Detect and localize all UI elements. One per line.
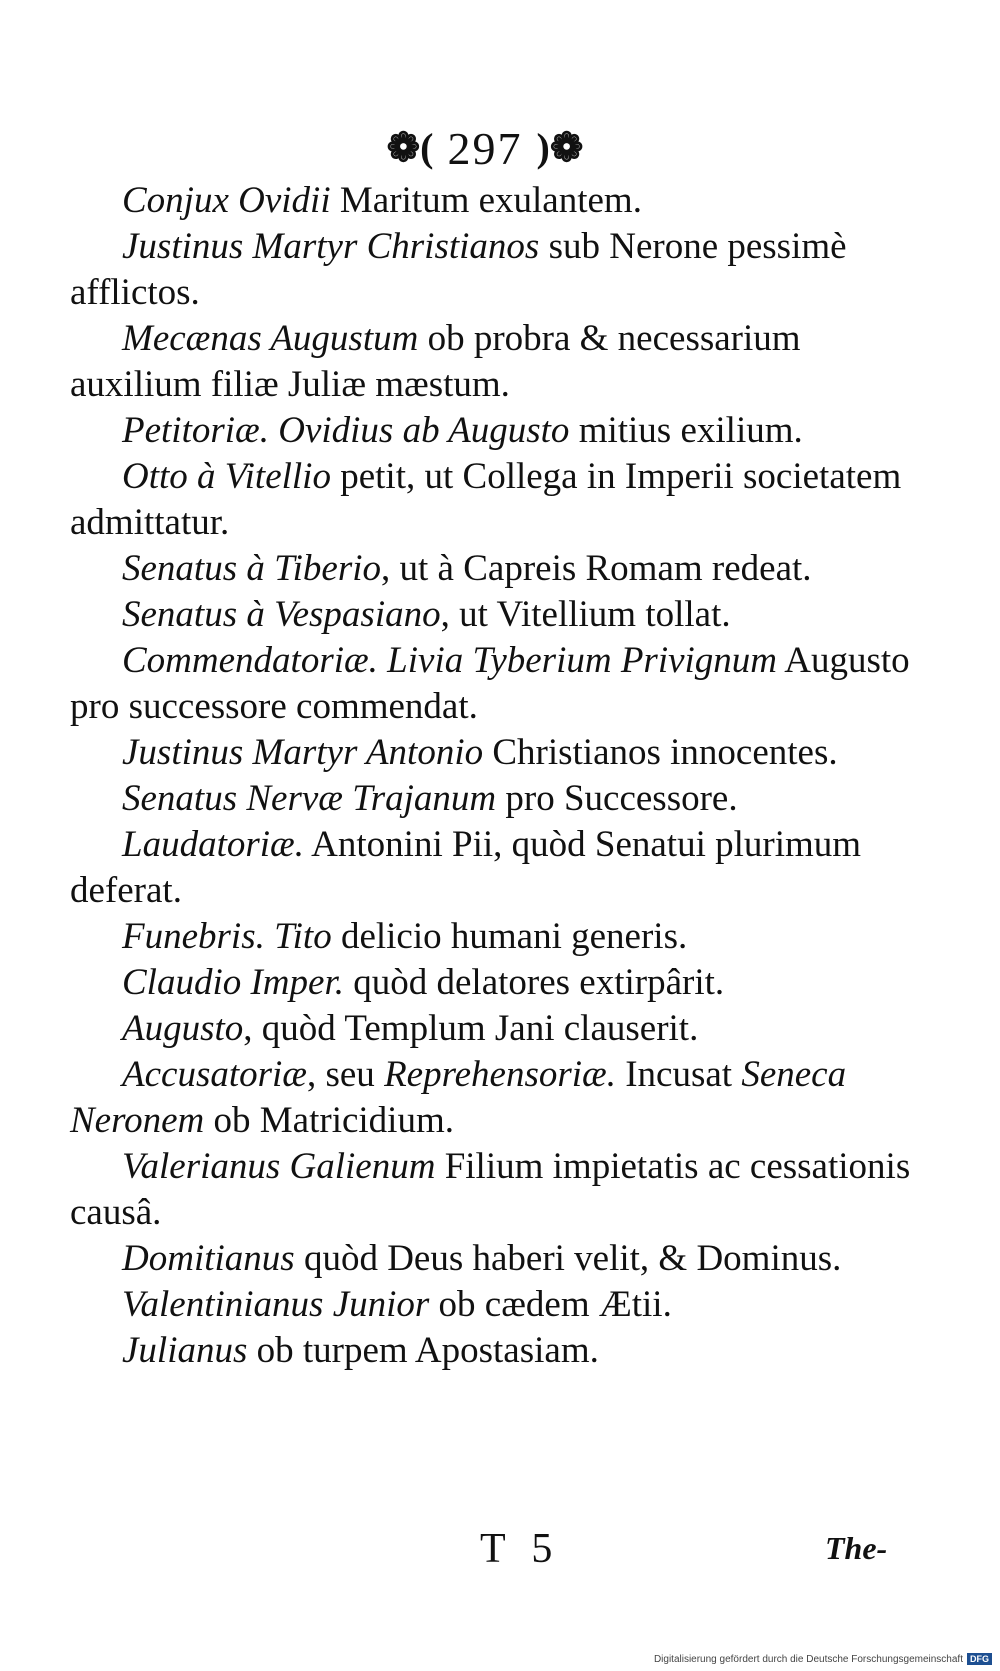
text-entry: Accusatoriæ, seu Reprehensoriæ. Incusat Seneca Neronem ob Matricidium.	[70, 1054, 847, 1141]
text-entry: Senatus à Vespasiano, ut Vitellium tollat.	[122, 594, 731, 635]
text-entry: Funebris. Tito delicio humani generis.	[122, 916, 688, 957]
text-entry: Domitianus quòd Deus haberi velit, & Dominus.	[122, 1238, 842, 1279]
text-entry: Otto à Vitellio petit, ut Collega in Imperii societatem admittatur.	[70, 456, 902, 543]
text-entry: Mecænas Augustum ob probra & necessarium auxilium filiæ Juliæ mæstum.	[70, 318, 801, 405]
text-entry: Senatus Nervæ Trajanum pro Successore.	[122, 778, 738, 819]
text-entry: Augusto, quòd Templum Jani clauserit.	[122, 1008, 699, 1049]
text-entry: Laudatoriæ. Antonini Pii, quòd Senatui plurimum deferat.	[70, 824, 862, 911]
text-entry: Justinus Martyr Christianos sub Nerone pessimè afflictos.	[70, 226, 847, 313]
signature-mark: T 5	[480, 1526, 561, 1572]
ornament-left-icon: ❁(	[386, 125, 434, 170]
text-entry: Valerianus Galienum Filium impietatis ac cessationis causâ.	[70, 1146, 911, 1233]
text-entry: Julianus ob turpem Apostasiam.	[122, 1330, 599, 1371]
text-entry: Senatus à Tiberio, ut à Capreis Romam redeat.	[122, 548, 812, 589]
text-entry: Valentinianus Junior ob cædem Ætii.	[122, 1284, 672, 1325]
text-entry: Conjux Ovidii Maritum exulantem.	[122, 180, 642, 221]
text-entry: Justinus Martyr Antonio Christianos innocentes.	[122, 732, 838, 773]
dfg-logo-icon: DFG	[967, 1653, 992, 1665]
catchword: The-	[825, 1530, 888, 1566]
text-entry: Claudio Imper. quòd delatores extirpârit.	[122, 962, 725, 1003]
page-body	[70, 178, 925, 1374]
page-header	[330, 118, 640, 178]
ornament-right-icon: )❁	[536, 125, 584, 170]
credit-text: Digitalisierung gefördert durch die Deutsche Forschungsgemeinschaft	[653, 1653, 963, 1665]
text-entry: Petitoriæ. Ovidius ab Augusto mitius exilium.	[122, 410, 803, 451]
text-entry: Commendatoriæ. Livia Tyberium Privignum Augusto pro successore commendat.	[70, 640, 910, 727]
digitization-credit	[654, 1653, 992, 1665]
page-number: 297	[447, 122, 523, 174]
